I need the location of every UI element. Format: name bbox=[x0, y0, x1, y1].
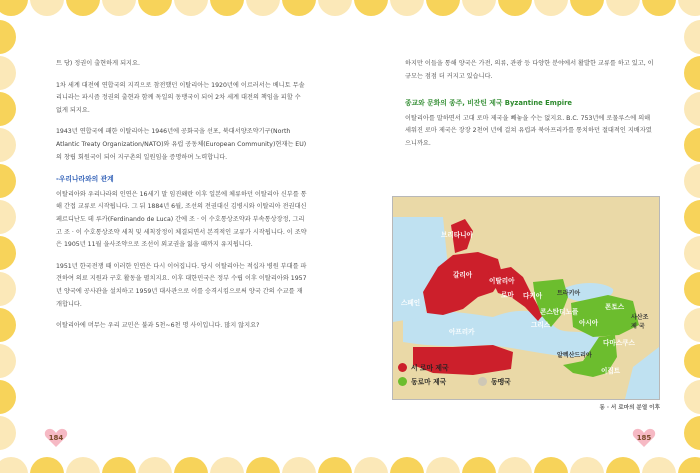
legend-west bbox=[398, 362, 449, 372]
border-dot bbox=[138, 0, 172, 16]
border-dot bbox=[684, 416, 700, 450]
border-dot bbox=[678, 0, 700, 16]
border-dot bbox=[174, 457, 208, 473]
border-dot bbox=[0, 164, 16, 198]
border-dot bbox=[390, 457, 424, 473]
border-dot bbox=[0, 272, 16, 306]
map-label-constantinople: 콘스탄티노플 bbox=[540, 308, 579, 316]
border-dot bbox=[462, 457, 496, 473]
page-number: 184 bbox=[48, 434, 64, 442]
map-label-pontus: 폰토스 bbox=[605, 303, 625, 311]
map-label-sasanian2: 제 국 bbox=[631, 323, 645, 330]
border-dot bbox=[354, 0, 388, 16]
paragraph: 1943년 연합국에 패한 이탈리아는 1946년에 공화국을 선포, 북대서양조약기구(North Atlantic Treaty Organization/NATO)와 유럽 공동체(European Community)현재는 EU)의 창립 회원국이 되어 지구촌의 일원임을 증명하며 노력합니다. bbox=[56, 128, 307, 161]
border-dot bbox=[498, 0, 532, 16]
border-dot bbox=[0, 56, 16, 90]
paragraph: 하지만 이들을 통해 양국은 가전, 의류, 관광 등 다양한 분야에서 활발한 교류를 하고 있고, 이 규모는 점점 더 커지고 있습니다. bbox=[405, 60, 654, 80]
legend-swatch-west bbox=[398, 363, 407, 372]
map-legend bbox=[398, 362, 578, 394]
border-dot bbox=[684, 92, 700, 126]
section-title: 종교와 문화의 종주, 비잔틴 제국 Byzantine Empire bbox=[405, 99, 573, 108]
map-label-sasanian: 사산조 bbox=[631, 314, 649, 321]
legend-label-east: 동로마 제국 bbox=[411, 378, 447, 386]
border-dot bbox=[0, 308, 16, 342]
border-dot bbox=[0, 200, 16, 234]
border-dot bbox=[570, 0, 604, 16]
page-number: 185 bbox=[636, 434, 652, 442]
map-label-dacia: 다키아 bbox=[523, 292, 543, 300]
border-dot bbox=[210, 0, 244, 16]
border-dot bbox=[0, 128, 16, 162]
legend-swatch-other bbox=[478, 377, 487, 386]
legend-label-other: 동맹국 bbox=[491, 378, 511, 386]
legend-east bbox=[398, 376, 446, 386]
border-dot bbox=[570, 457, 604, 473]
border-dot bbox=[642, 457, 676, 473]
border-dot bbox=[282, 0, 316, 16]
border-dot bbox=[0, 457, 28, 473]
legend-other bbox=[478, 376, 511, 386]
border-dot bbox=[0, 236, 16, 270]
border-dot bbox=[684, 236, 700, 270]
border-dot bbox=[66, 0, 100, 16]
page-number-badge-right bbox=[632, 428, 656, 448]
left-page-text bbox=[56, 58, 308, 342]
border-dot bbox=[0, 92, 16, 126]
border-dot bbox=[534, 457, 568, 473]
border-dot bbox=[0, 344, 16, 378]
border-dot bbox=[606, 0, 640, 16]
border-dot bbox=[684, 200, 700, 234]
map-label-greece: 그리스 bbox=[531, 321, 551, 329]
border-dot bbox=[174, 0, 208, 16]
map-label-africa: 아프리카 bbox=[449, 328, 475, 336]
paragraph: 이탈리아를 말하면서 고대 로마 제국을 빼놓을 수는 없지요. B.C. 753년에 로물루스에 의해 세워진 로마 제국은 장장 2천여 년에 걸쳐 유럽과 북아프리카를 통치하던 절대적인 지배자였으니까요. bbox=[405, 114, 652, 147]
border-dot bbox=[684, 128, 700, 162]
map-caption: 동 · 서 로마의 분열 이후 bbox=[599, 405, 660, 411]
map-label-spain: 스페인 bbox=[401, 299, 421, 307]
border-dot bbox=[66, 457, 100, 473]
border-dot bbox=[498, 457, 532, 473]
legend-swatch-east bbox=[398, 377, 407, 386]
border-dot bbox=[462, 0, 496, 16]
border-dot bbox=[684, 56, 700, 90]
right-page-text bbox=[405, 58, 655, 160]
border-dot bbox=[246, 0, 280, 16]
paragraph: 1차 세계 대전에 연합국의 지격으로 참전했던 이탈리아는 1920년에 이르러서는 베니토 무솔리니라는 파시즘 정권의 출현과 함께 독일의 동맹국이 되어 2차 세계 대전의 책임을 피할 수 없게 되지요. bbox=[56, 81, 305, 114]
border-dot bbox=[30, 0, 64, 16]
legend-label-west: 서 로마 제국 bbox=[411, 364, 449, 372]
section-title: -우리나라와의 관계 bbox=[56, 175, 114, 184]
border-dot bbox=[0, 416, 16, 450]
border-dot bbox=[642, 0, 676, 16]
map-label-thrace: 트라키아 bbox=[557, 290, 581, 297]
map-label-damascus: 다마스쿠스 bbox=[603, 339, 635, 347]
border-dot bbox=[282, 457, 316, 473]
border-dot bbox=[684, 380, 700, 414]
border-dot bbox=[318, 457, 352, 473]
map-label-alexandria: 알렉산드리아 bbox=[557, 352, 592, 359]
border-dot bbox=[684, 272, 700, 306]
border-dot bbox=[684, 344, 700, 378]
border-dot bbox=[138, 457, 172, 473]
border-dot bbox=[678, 457, 700, 473]
border-dot bbox=[354, 457, 388, 473]
map-label-britannia: 브리타니아 bbox=[441, 231, 473, 239]
paragraph: 이탈리아에 머무는 우리 교민은 불과 5천~6천 명 사이입니다. 많지 않지요? bbox=[56, 322, 260, 330]
paragraph: 1951년 한국전쟁 때 이러한 인연은 다시 이어집니다. 당시 이탈리아는 적십자 병원 부대를 파견하여 의료 지원과 구호 활동을 펼치지요. 이후 대한민국은 정부 수립 이후 이탈리아와 1957년 양국에 공사관을 설치하고 1959년 대사관으로 이를 승격시킴으로써 양국 간의 수교를 재개합니다. bbox=[56, 262, 307, 308]
border-dot bbox=[684, 164, 700, 198]
border-dot bbox=[684, 20, 700, 54]
border-dot bbox=[426, 457, 460, 473]
border-dot bbox=[426, 0, 460, 16]
map-label-roma: 로마 bbox=[501, 291, 514, 299]
border-dot bbox=[102, 0, 136, 16]
border-dot bbox=[0, 380, 16, 414]
border-dot bbox=[30, 457, 64, 473]
border-dot bbox=[102, 457, 136, 473]
border-dot bbox=[390, 0, 424, 16]
map-label-italia: 이탈리아 bbox=[489, 277, 515, 285]
map-label-egypt: 이집트 bbox=[601, 367, 621, 375]
border-dot bbox=[534, 0, 568, 16]
border-dot bbox=[0, 0, 28, 16]
map-label-gallia: 갈리아 bbox=[453, 271, 473, 279]
map-label-asia: 아시아 bbox=[579, 319, 599, 327]
border-dot bbox=[210, 457, 244, 473]
border-dot bbox=[606, 457, 640, 473]
border-dot bbox=[246, 457, 280, 473]
border-dot bbox=[684, 308, 700, 342]
page-number-badge-left bbox=[44, 428, 68, 448]
paragraph: 이탈리아와 우리나라의 인연은 16세기 말 임진왜란 이후 일본에 체류하던 이탈리아 신부를 통해 간접 교류로 시작됩니다. 그 뒤 1884년 6월, 조선의 전권대신 김병시와 이탈리아 전권대신 페르디난도 데 루카(Ferdinando de Luca) 간에 조 · 이 수호통상조약과 부속통상장정, 그리고 조 · 이 수호통상조약 세칙 및 세칙장정이 체결되면서 본격적인 교류가 시작됩니다. 이 조약은 1905년 11월 을사조약으로 조선이 외교권을 잃을 때까지 유지됩니다. bbox=[56, 190, 307, 249]
border-dot bbox=[0, 20, 16, 54]
border-dot bbox=[318, 0, 352, 16]
paragraph: 트 당) 정권이 출현하게 되지요. bbox=[56, 60, 140, 67]
